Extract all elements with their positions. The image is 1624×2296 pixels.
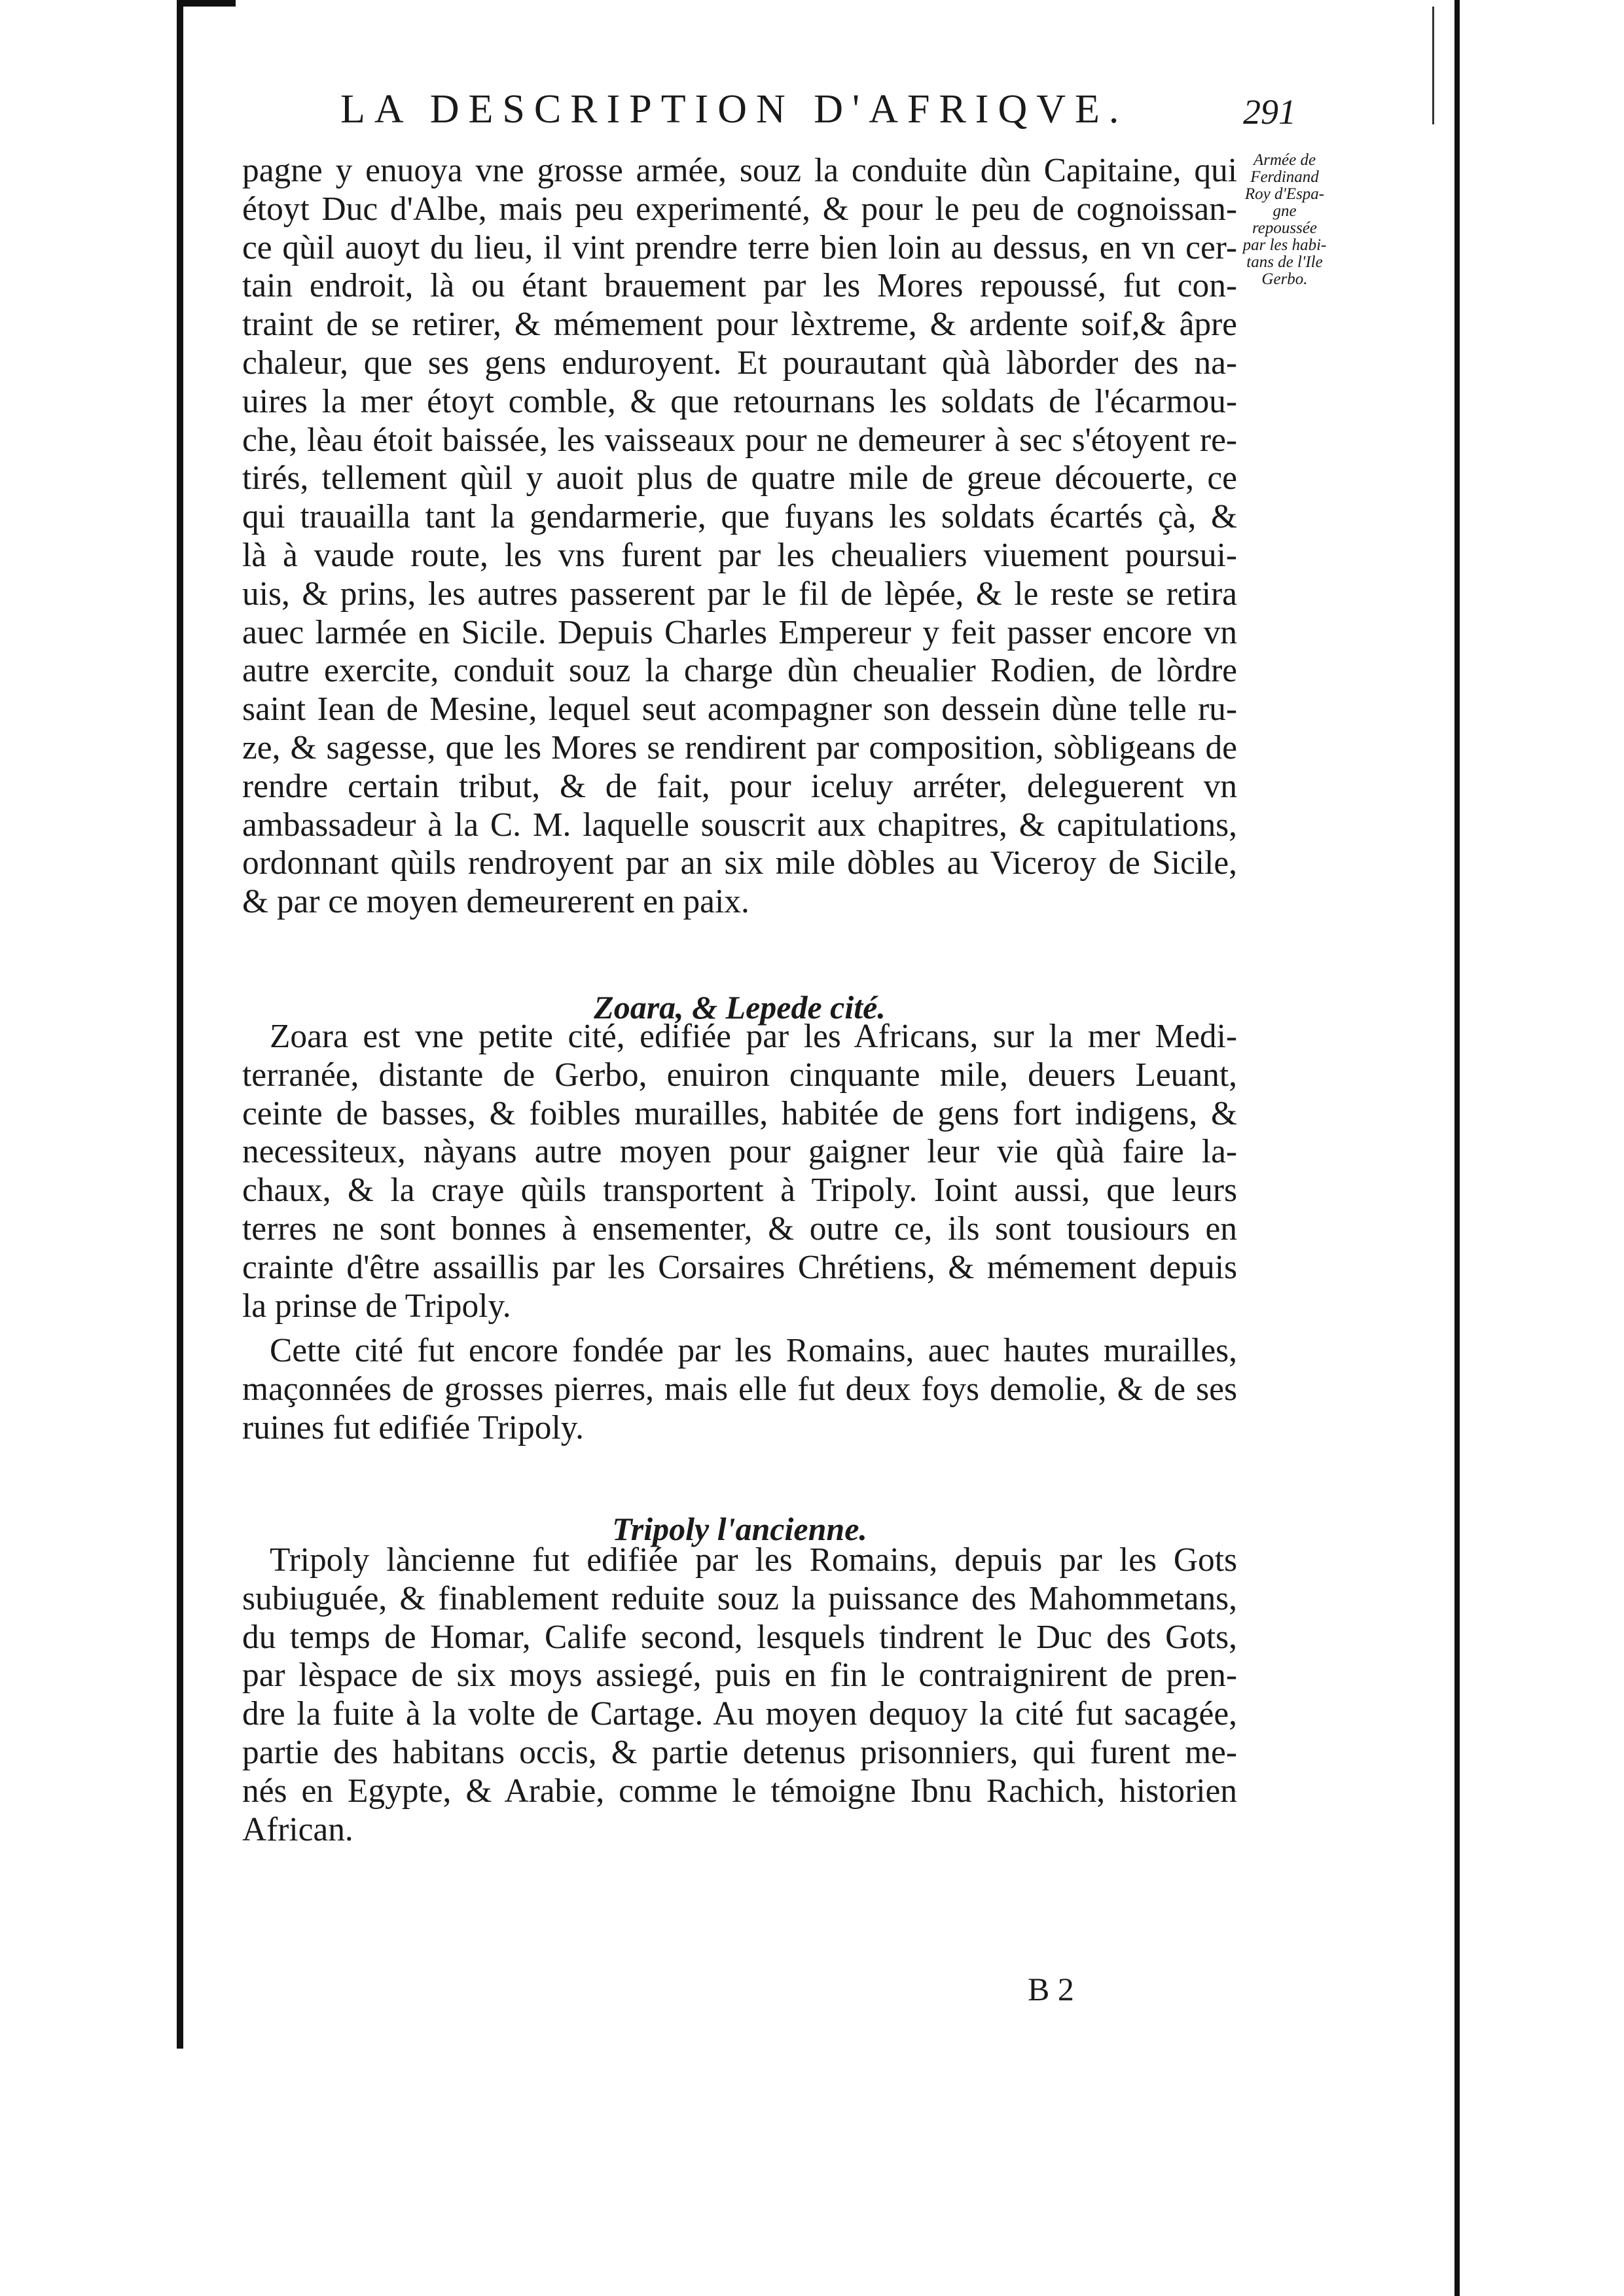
text-line: ze, & sagesse, que les Mores se rendirent par composition, sòbligeans de: [242, 728, 1237, 766]
text-line: ordonnant qùils rendroyent par an six mile dòbles au Viceroy de Sicile,: [242, 844, 1237, 882]
text-line: ruines fut edifiée Tripoly.: [242, 1408, 584, 1446]
margin-note-line: Armée de: [1253, 151, 1316, 169]
text-line: autre exercite, conduit souz la charge dùn cheualier Rodien, de lòrdre: [242, 652, 1237, 690]
text-line: du temps de Homar, Calife second, lesquels tindrent le Duc des Gots,: [242, 1618, 1237, 1656]
scan-edge-right-thin: [1432, 7, 1434, 124]
text-line: terres ne sont bonnes à ensementer, & outre ce, ils sont tousiours en: [242, 1210, 1237, 1247]
margin-note-line: Roy d'Espa-: [1244, 185, 1325, 203]
text-line: chaleur, que ses gens enduroyent. Et pourautant qùà làborder des na-: [242, 344, 1237, 382]
text-line: & par ce moyen demeurerent en paix.: [242, 883, 749, 921]
text-line: necessiteux, nàyans autre moyen pour gaigner leur vie qùà faire la-: [242, 1133, 1237, 1171]
text-line: uis, & prins, les autres passerent par le fil de lèpée, & le reste se retira: [242, 575, 1237, 613]
text-line: African.: [242, 1810, 353, 1848]
paragraph-gerbo-expedition: [242, 152, 1237, 922]
margin-note-line: Gerbo.: [1261, 270, 1308, 288]
running-title: LA DESCRIPTION D'AFRIQVE.: [340, 87, 1128, 132]
scan-edge-left-top: [177, 0, 236, 7]
paragraph-zoara: [242, 1018, 1237, 1325]
text-line: qui trauailla tant la gendarmerie, que fuyans les soldats écartés çà, &: [242, 498, 1237, 536]
scan-edge-left: [177, 0, 183, 2049]
text-line: che, lèau étoit baissée, les vaisseaux pour ne demeurer à sec s'étoyent re-: [242, 421, 1237, 459]
text-line: ce qùil auoyt du lieu, il vint prendre terre bien loin au dessus, en vn cer-: [242, 228, 1237, 266]
paragraph-tripoly: [242, 1541, 1237, 1849]
margin-note-line: gne repoussée: [1252, 202, 1318, 237]
text-line: la prinse de Tripoly.: [242, 1287, 511, 1325]
text-line: Zoara est vne petite cité, edifiée par les Africans, sur la mer Medi-: [270, 1018, 1237, 1055]
text-line: Tripoly làncienne fut edifiée par les Romains, depuis par les Gots: [270, 1541, 1237, 1579]
text-line: ceinte de basses, & foibles murailles, habitée de gens fort indigens, &: [242, 1094, 1237, 1132]
page-number: 291: [1243, 92, 1296, 132]
text-line: tain endroit, là ou étant brauement par les Mores repoussé, fut con-: [242, 267, 1237, 305]
text-line: crainte d'être assaillis par les Corsaires Chrétiens, & mémement depuis: [242, 1248, 1237, 1286]
text-line: pagne y enuoya vne grosse armée, souz la conduite dùn Capitaine, qui: [242, 152, 1237, 189]
margin-note-line: Ferdinand: [1250, 168, 1319, 186]
paragraph-zoara-founding: [242, 1332, 1237, 1447]
running-head: [242, 86, 1296, 139]
scan-edge-right: [1454, 0, 1460, 2296]
text-line: subiuguée, & finablement reduite souz la puissance des Mahommetans,: [242, 1579, 1237, 1617]
margin-note-line: tans de l'Ile: [1246, 253, 1323, 271]
text-line: dre la fuite à la volte de Cartage. Au moyen dequoy la cité fut sacagée,: [242, 1695, 1237, 1733]
text-line: ambassadeur à la C. M. laquelle souscrit aux chapitres, & capitulations,: [242, 806, 1237, 844]
text-line: étoyt Duc d'Albe, mais peu experimenté, & pour le peu de cognoissan-: [242, 190, 1237, 228]
text-line: tirés, tellement qùil y auoit plus de quatre mile de greue découerte, ce: [242, 459, 1237, 497]
text-line: uires la mer étoyt comble, & que retournans les soldats de l'écarmou-: [242, 382, 1237, 420]
text-line: partie des habitans occis, & partie detenus prisonniers, qui furent me-: [242, 1733, 1237, 1771]
section-heading-tripoly: Tripoly l'ancienne.: [612, 1510, 867, 1547]
text-line: rendre certain tribut, & de fait, pour iceluy arréter, deleguerent vn: [242, 767, 1237, 805]
text-line: maçonnées de grosses pierres, mais elle fut deux foys demolie, & de ses: [242, 1370, 1237, 1408]
margin-note: [1240, 152, 1329, 288]
text-line: nés en Egypte, & Arabie, comme le témoigne Ibnu Rachich, historien: [242, 1772, 1237, 1810]
text-line: là à vaude route, les vns furent par les cheualiers viuement poursui-: [242, 536, 1237, 574]
signature-mark: B 2: [1028, 1971, 1074, 2007]
text-line: chaux, & la craye qùils transportent à Tripoly. Ioint aussi, que leurs: [242, 1172, 1237, 1210]
margin-note-line: par les habi-: [1242, 236, 1327, 254]
text-line: Cette cité fut encore fondée par les Romains, auec hautes murailles,: [270, 1332, 1237, 1369]
text-line: terranée, distante de Gerbo, enuiron cinquante mile, deuers Leuant,: [242, 1056, 1237, 1094]
text-line: traint de se retirer, & mémement pour lèxtreme, & ardente soif,& âpre: [242, 306, 1237, 344]
text-line: saint Iean de Mesine, lequel seut acompagner son dessein dùne telle ru-: [242, 691, 1237, 728]
text-line: auec larmée en Sicile. Depuis Charles Empereur y feit passer encore vn: [242, 613, 1237, 651]
section-heading-zoara: Zoara, & Lepede cité.: [594, 988, 886, 1026]
text-line: par lèspace de six moys assiegé, puis en fin le contraignirent de pren-: [242, 1657, 1237, 1695]
